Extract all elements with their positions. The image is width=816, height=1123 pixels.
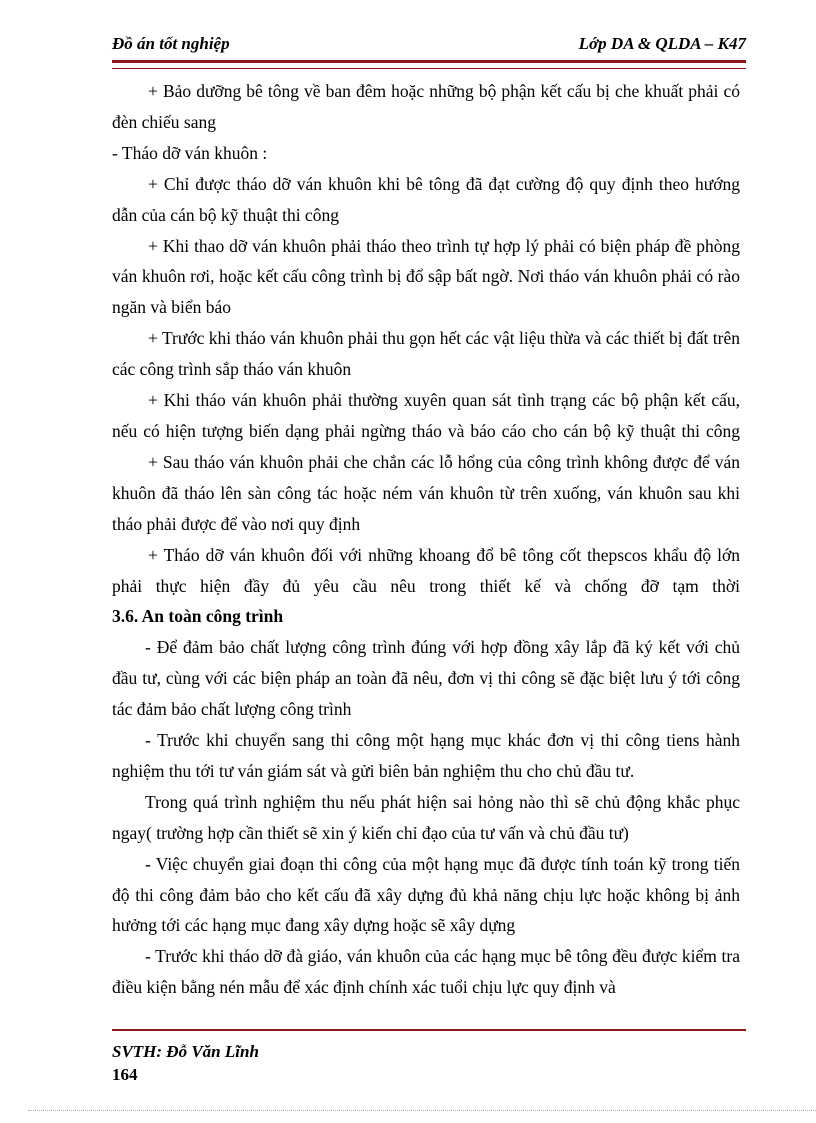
paragraph-removal-strength: + Chỉ được tháo dỡ ván khuôn khi bê tông đã đạt cường độ quy định theo hướng dẫn của cán bộ kỹ thuật thi công xyxy=(112,173,740,225)
page-break-line xyxy=(28,1110,816,1111)
paragraph-cover-openings: + Sau tháo ván khuôn phải che chắn các lỗ hổng của công trình không được để ván khuôn đã tháo lên sàn công tác hoặc ném ván khuôn từ trên xuống, ván khuôn sau khi tháo phải được để vào nơi quy định xyxy=(112,451,740,534)
section-title: 3.6. An toàn công trình xyxy=(112,606,284,627)
paragraph-acceptance: - Trước khi chuyển sang thi công một hạng mục khác đơn vị thi công tiens hành nghiệm thu tới tư ván giám sát và gửi biên bản nghiệm thu cho chủ đầu tư. xyxy=(112,730,740,781)
paragraph-removal-sequence: + Khi thao dỡ ván khuôn phải tháo theo trình tự hợp lý phải có biện pháp đề phòng ván khuôn rơi, hoặc kết cấu công trình bị đổ sập bất ngờ. Nơi tháo ván khuôn phải có rào ngăn và biển báo xyxy=(112,235,740,318)
subheading-formwork-removal: - Tháo dỡ ván khuôn : xyxy=(112,142,268,163)
page-body xyxy=(112,76,740,1003)
paragraph-scaffold-removal: - Trước khi tháo dỡ đà giáo, ván khuôn của các hạng mục bê tông đều được kiểm tra điều kiện bằng nén mẫu để xác định chính xác tuổi chịu lực quy định và xyxy=(112,946,740,998)
paragraph-night-curing: + Bảo dưỡng bê tông về ban đêm hoặc những bộ phận kết cấu bị che khuất phải có đèn chiếu sang xyxy=(112,81,740,132)
paragraph-quality-assurance: - Để đảm bảo chất lượng công trình đúng với hợp đồng xây lắp đã ký kết với chủ đầu tư, cùng với các biện pháp an toàn đã nêu, đơn vị thi công sẽ đặc biệt lưu ý tới công tác đảm bảo chất lượng công trình xyxy=(112,637,740,720)
paragraph-defect-fix: Trong quá trình nghiệm thu nếu phát hiện sai hỏng nào thì sẽ chủ động khắc phục ngay( trường hợp cần thiết sẽ xin ý kiến chỉ đạo của tư vấn và chủ đầu tư) xyxy=(112,791,740,843)
footer-author: SVTH: Đỗ Văn Lĩnh xyxy=(112,1042,259,1061)
paragraph-clear-materials: + Trước khi tháo ván khuôn phải thu gọn hết các vật liệu thừa và các thiết bị đất trên các công trình sắp tháo ván khuôn xyxy=(112,328,740,380)
header-divider xyxy=(112,60,746,69)
header-thesis-title: Đồ án tốt nghiệp xyxy=(112,34,230,53)
page-footer xyxy=(112,1040,259,1086)
paragraph-stage-transition: - Việc chuyển giai đoạn thi công của một hạng mục đã được tính toán kỹ trong tiến độ thi công đảm bảo cho kết cấu đã xây dựng đủ khả năng chịu lực hoặc không bị ảnh hưởng tới các hạng mục đang xây dựng hoặc sẽ xây dựng xyxy=(112,853,740,936)
paragraph-large-span: + Tháo dỡ ván khuôn đối với những khoang đổ bê tông cốt thepscos khẩu độ lớn phải thực hiện đầy đủ yêu cầu nêu trong thiết kế và chống đỡ tạm thời xyxy=(112,544,740,596)
paragraph-monitor-structure: + Khi tháo ván khuôn phải thường xuyên quan sát tình trạng các bộ phận kết cấu, nếu có hiện tượng biến dạng phải ngừng tháo và báo cáo cho cán bộ kỹ thuật thi công xyxy=(112,390,740,441)
page-number: 164 xyxy=(112,1065,138,1084)
header-class-name: Lớp DA & QLDA – K47 xyxy=(578,34,746,53)
footer-divider xyxy=(112,1029,746,1031)
